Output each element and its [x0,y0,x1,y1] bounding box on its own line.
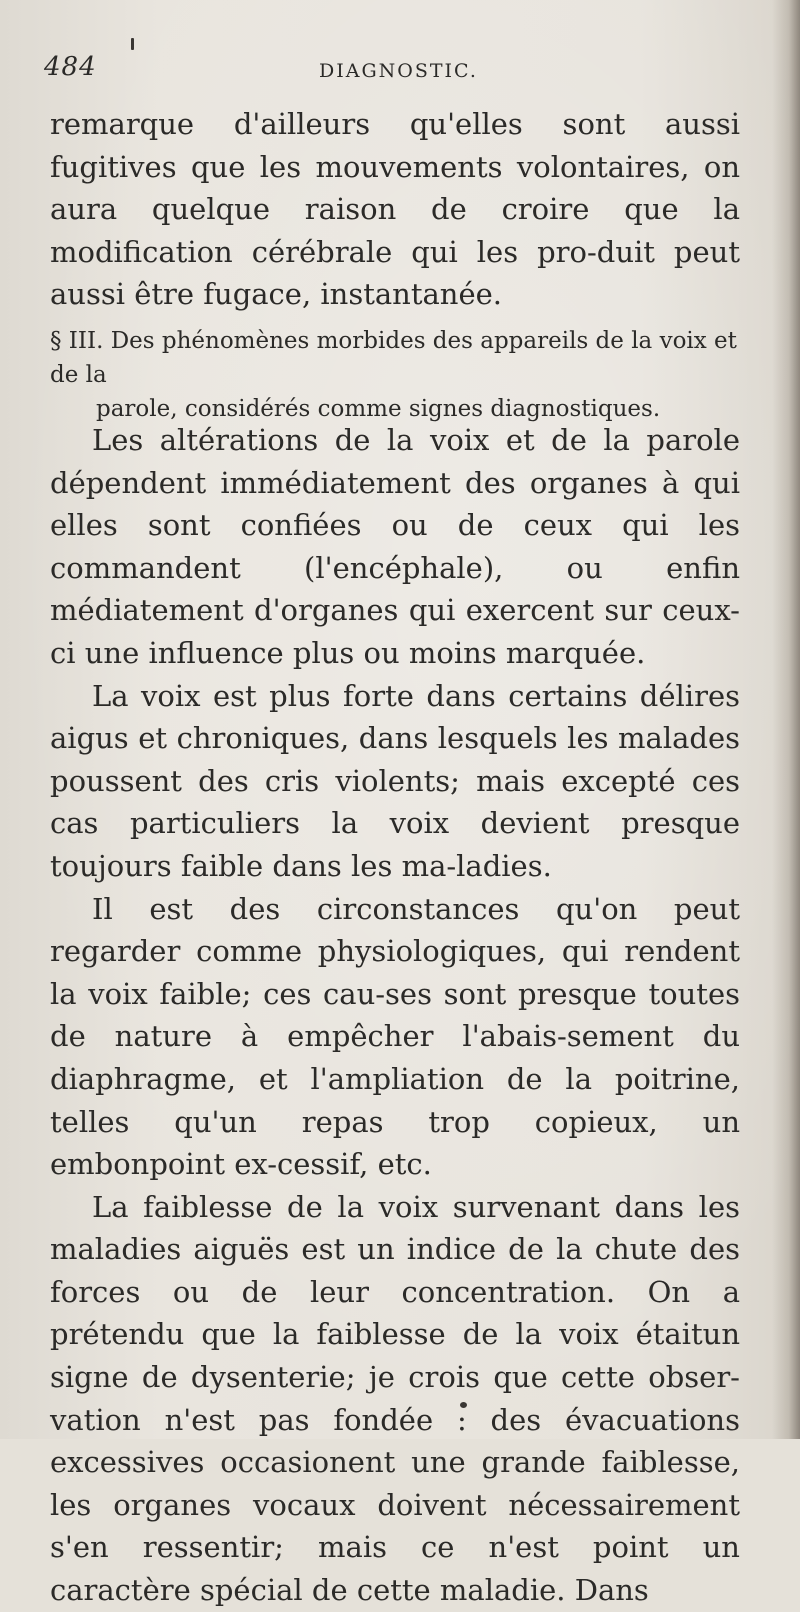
main-text [50,419,740,1612]
section-heading [50,324,740,426]
paragraph-circonstances: Il est des circonstances qu'on peut regarder comme physiologiques, qui rendent la voix faible; ces cau-ses sont presque toutes de nature à empêcher l'abais-sement du diaphragme, et l'ampliation de la poitrine, telles qu'un repas trop copieux, un embonpoint ex-cessif, etc. [50,891,740,1182]
ink-speck [131,38,134,50]
running-head: DIAGNOSTIC. [319,60,478,82]
page-edge-shadow [772,0,800,1439]
paragraph-alterations: Les altérations de la voix et de la parole dépendent immédiatement des organes à qui elles sont confiées ou de ceux qui les commandent (l'encéphale), ou enfin médiatement d'organes qui exercent sur ceux-ci une influence plus ou moins marquée. [50,423,740,670]
page-number: 484 [44,52,97,82]
paragraph-voix-forte: La voix est plus forte dans certains délires aigus et chroniques, dans lesquels les malades poussent des cris violents; mais excepté ces cas particuliers la voix devient presque toujours faible dans les ma-ladies. [50,678,740,883]
paragraph-faiblesse: La faiblesse de la voix survenant dans les maladies aiguës est un indice de la chute des forces ou de leur concentration. On a prétendu que la faiblesse de la voix étaitun signe de dysenterie; je crois que cette obser-vation n'est pas fondée : des évacuations excessives occasionent une grande faiblesse, les organes vocaux doivent nécessairement s'en ressentir; mais ce n'est point un caractère spécial de cette maladie. Dans [50,1189,740,1608]
intro-paragraph: remarque d'ailleurs qu'elles sont aussi fugitives que les mouvements volontaires, on aura quelque raison de croire que la modification cérébrale qui les pro-duit peut aussi être fugace, instantanée. [50,107,740,311]
page-header [44,52,744,100]
section-heading-line2: parole, considérés comme signes diagnostiques. [96,396,661,422]
section-heading-line1: § III. Des phénomènes morbides des appareils de la voix et de la [50,328,737,388]
